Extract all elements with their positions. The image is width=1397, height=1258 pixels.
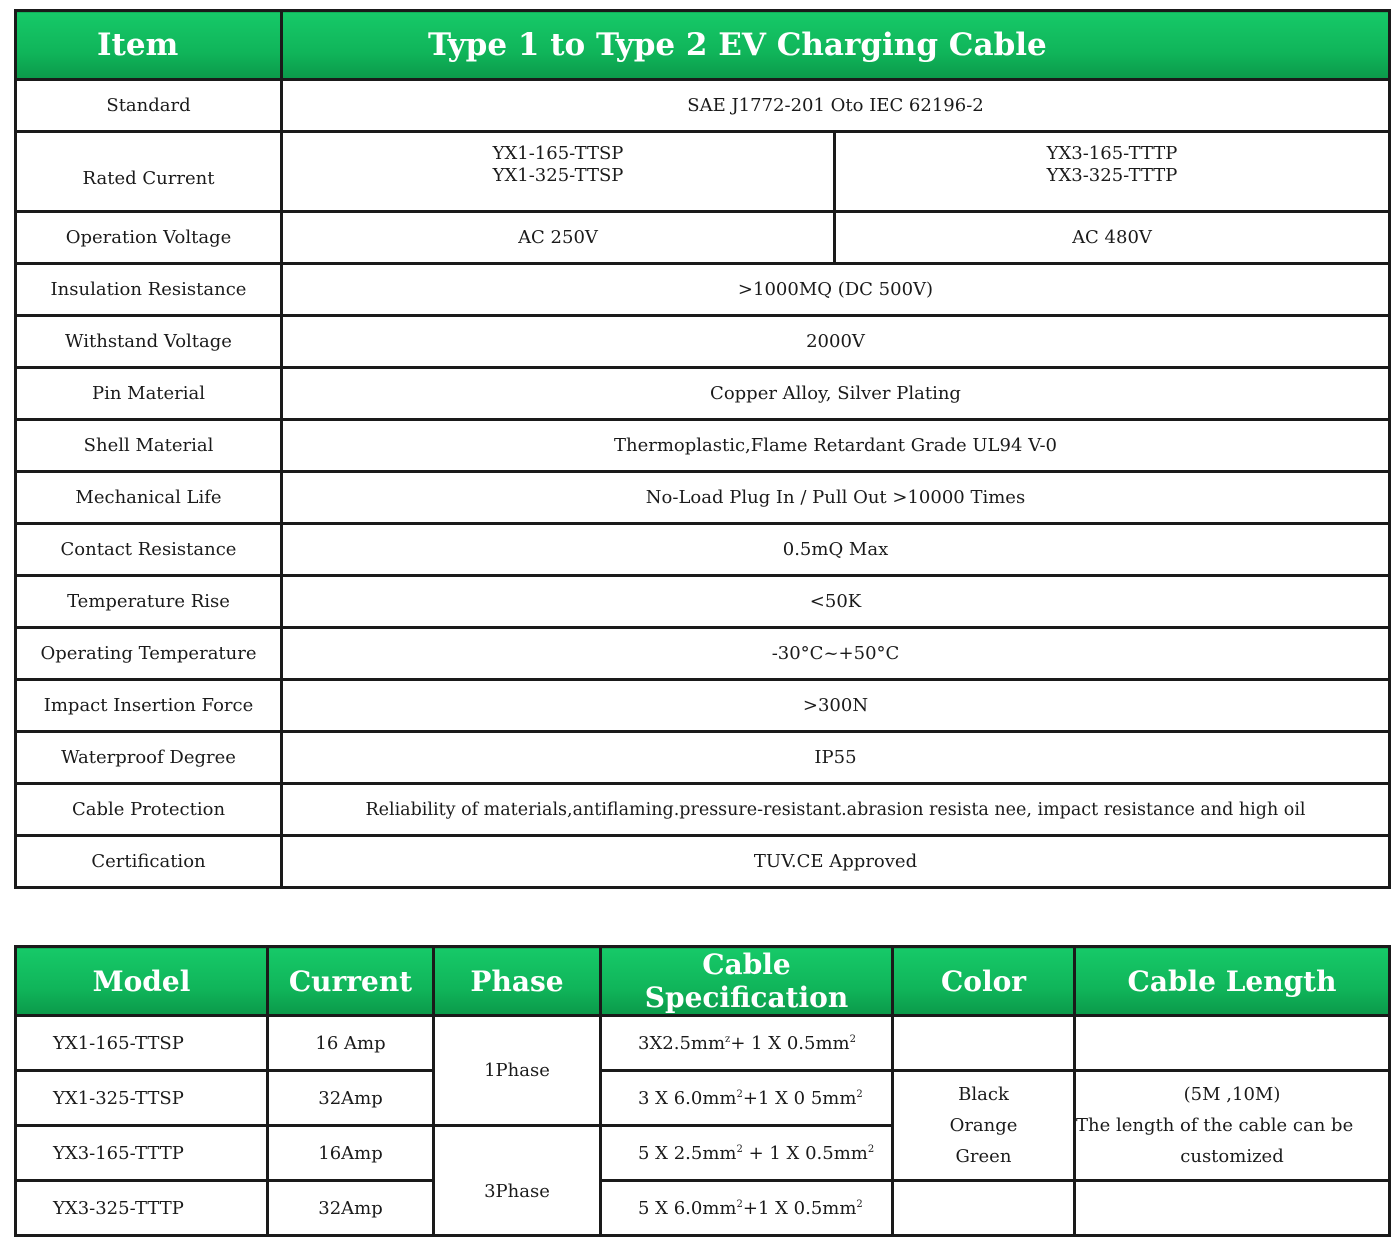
spec-label: Mechanical Life — [16, 472, 282, 524]
spec-value: 2000V — [282, 316, 1390, 368]
operation-voltage-label: Operation Voltage — [16, 212, 282, 264]
model-code: YX1-165-TTSP — [492, 142, 624, 164]
spec-label: Withstand Voltage — [16, 316, 282, 368]
standard-value: SAE J1772-201 Oto IEC 62196-2 — [282, 80, 1390, 132]
spec-label: Insulation Resistance — [16, 264, 282, 316]
current-cell: 16 Amp — [268, 1016, 434, 1071]
spec-value: <50K — [282, 576, 1390, 628]
current-cell: 32Amp — [268, 1181, 434, 1236]
spec-row — [16, 420, 1390, 472]
cable-spec-cell: 5 X $2.5mm^2 + 1$ X $0.5mm^2$ — [601, 1126, 893, 1181]
current-cell: 16Amp — [268, 1126, 434, 1181]
color-cell — [893, 1071, 1075, 1181]
current-header: Current — [268, 947, 434, 1016]
phase-cell: 1Phase — [434, 1016, 601, 1126]
spec-label: Temperature Rise — [16, 576, 282, 628]
spec-value: -30°C~+50°C — [282, 628, 1390, 680]
spec-value: Reliability of materials,antiflaming.pressure-resistant.abrasion resista nee, impact resistance and high oil — [282, 784, 1390, 836]
spec-value: 0.5mQ Max — [282, 524, 1390, 576]
model-cell: YX1-165-TTSP — [16, 1016, 268, 1071]
table-row — [16, 1181, 1390, 1236]
spec-value: Thermoplastic,Flame Retardant Grade UL94 V-0 — [282, 420, 1390, 472]
rated-current-three-phase — [835, 132, 1390, 212]
item-header: Item — [16, 11, 282, 80]
rated-current-single-phase — [282, 132, 835, 212]
operation-voltage-three-phase: AC 480V — [835, 212, 1390, 264]
spec-label: Shell Material — [16, 420, 282, 472]
current-cell: 32Amp — [268, 1071, 434, 1126]
cable-spec-cell: 5 X $6.0mm^2+1$ X $0.5mm^2$ — [601, 1181, 893, 1236]
color-empty-cell — [893, 1181, 1075, 1236]
spec-row — [16, 472, 1390, 524]
color-orange: Orange — [949, 1115, 1018, 1136]
spec-label: Cable Protection — [16, 784, 282, 836]
phase-cell: 3Phase — [434, 1126, 601, 1236]
standard-row — [16, 80, 1390, 132]
spec-row — [16, 368, 1390, 420]
operation-voltage-single-phase: AC 250V — [282, 212, 835, 264]
length-options: (5M ,10M) — [1183, 1084, 1281, 1105]
spec-value: No-Load Plug In / Pull Out >10000 Times — [282, 472, 1390, 524]
spec-row — [16, 576, 1390, 628]
spec-row — [16, 836, 1390, 888]
spec-value: >300N — [282, 680, 1390, 732]
table-row — [16, 1016, 1390, 1071]
cable-spec-header: Cable Specification — [601, 947, 893, 1016]
operation-voltage-row — [16, 212, 1390, 264]
spec-row — [16, 524, 1390, 576]
color-black: Black — [958, 1084, 1009, 1105]
spec-value: IP55 — [282, 732, 1390, 784]
spec-table — [14, 9, 1391, 889]
spec-row — [16, 316, 1390, 368]
spec-row — [16, 264, 1390, 316]
color-green: Green — [955, 1146, 1012, 1167]
model-cell: YX3-325-TTTP — [16, 1181, 268, 1236]
model-header: Model — [16, 947, 268, 1016]
spec-label: Pin Material — [16, 368, 282, 420]
table-row — [16, 1071, 1390, 1126]
spec-label: Contact Resistance — [16, 524, 282, 576]
table-title: Type 1 to Type 2 EV Charging Cable — [282, 11, 1390, 80]
color-empty-cell — [893, 1016, 1075, 1071]
spec-label: Impact Insertion Force — [16, 680, 282, 732]
spec-label: Certification — [16, 836, 282, 888]
model-cell: YX3-165-TTTP — [16, 1126, 268, 1181]
spec-label: Waterproof Degree — [16, 732, 282, 784]
phase-header: Phase — [434, 947, 601, 1016]
spec-row — [16, 680, 1390, 732]
model-code: YX3-165-TTTP — [1046, 142, 1178, 164]
spec-value: Copper Alloy, Silver Plating — [282, 368, 1390, 420]
model-code: YX3-325-TTTP — [1046, 164, 1178, 186]
spec-row — [16, 732, 1390, 784]
cable-length-header: Cable Length — [1075, 947, 1390, 1016]
cable-spec-cell: $3X2.5mm^z+ 1$ X $0.5mm^2$ — [601, 1016, 893, 1071]
spec-value: >1000MQ (DC 500V) — [282, 264, 1390, 316]
length-note: The length of the cable can be — [1076, 1115, 1354, 1136]
rated-current-label: Rated Current — [16, 132, 282, 212]
spec-label: Operating Temperature — [16, 628, 282, 680]
spec-header-row — [16, 11, 1390, 80]
cable-length-cell — [1075, 1071, 1390, 1181]
spec-row — [16, 628, 1390, 680]
model-header-row — [16, 947, 1390, 1016]
rated-current-row — [16, 132, 1390, 212]
model-table — [14, 945, 1391, 1237]
spec-row — [16, 784, 1390, 836]
color-header: Color — [893, 947, 1075, 1016]
model-code: YX1-325-TTSP — [492, 164, 624, 186]
model-cell: YX1-325-TTSP — [16, 1071, 268, 1126]
length-empty-cell — [1075, 1181, 1390, 1236]
spec-value: TUV.CE Approved — [282, 836, 1390, 888]
length-note-end: customized — [1180, 1146, 1284, 1167]
length-empty-cell — [1075, 1016, 1390, 1071]
standard-label: Standard — [16, 80, 282, 132]
cable-spec-cell: 3 X $6.0mm^2+1$ X 0 $5mm^2$ — [601, 1071, 893, 1126]
